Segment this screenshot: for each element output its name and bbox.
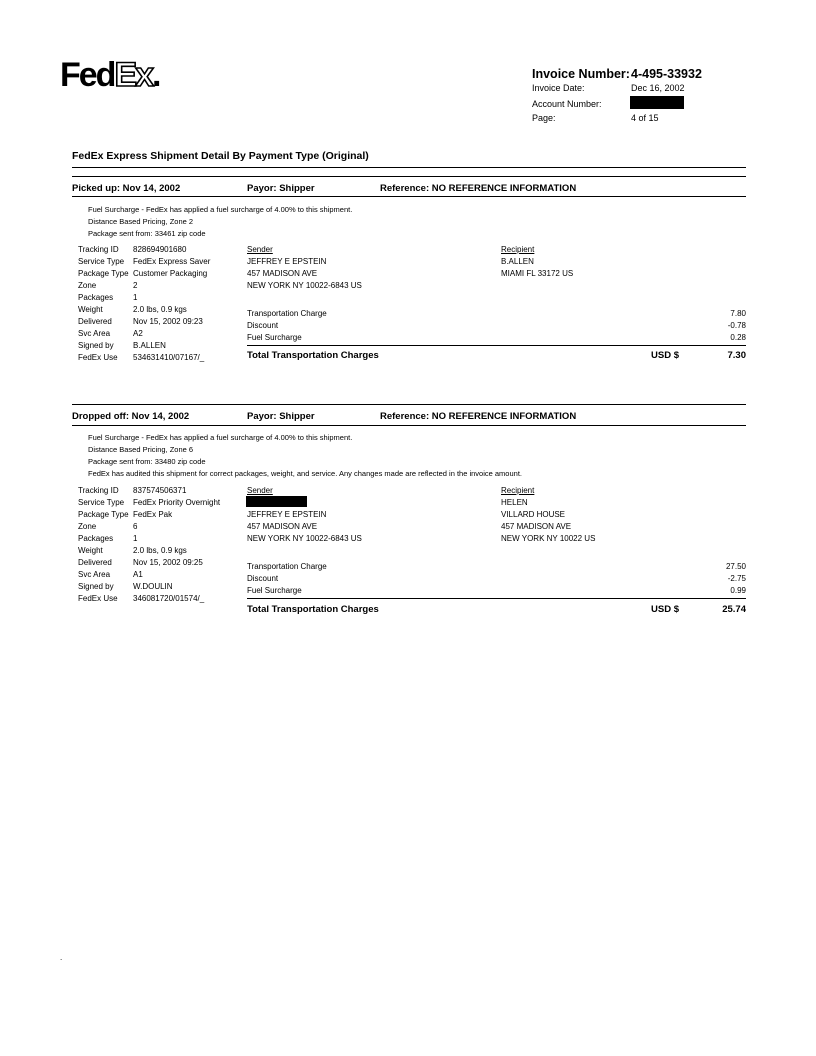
shipment-2-date: Dropped off: Nov 14, 2002 xyxy=(72,411,190,422)
detail-label: Svc Area xyxy=(78,329,111,338)
invoice-date-value: Dec 16, 2002 xyxy=(631,83,685,93)
logo-ex-text: Ex xyxy=(114,56,153,94)
section-title: FedEx Express Shipment Detail By Payment Type (Original) xyxy=(72,150,369,162)
charge-amount: -2.75 xyxy=(727,574,746,583)
detail-label: FedEx Use xyxy=(78,353,118,362)
signed-by: B.ALLEN xyxy=(133,341,166,350)
shipment-1-payor: Payor: Shipper xyxy=(247,183,315,194)
charge-label: Transportation Charge xyxy=(247,562,327,571)
detail-label: Tracking ID xyxy=(78,486,119,495)
detail-label: Zone xyxy=(78,522,97,531)
sender-redaction xyxy=(246,496,307,507)
shipment-2-note: Package sent from: 33480 zip code xyxy=(88,457,206,466)
shipment-1-header-rule xyxy=(72,196,746,197)
shipment-1-note: Package sent from: 33461 zip code xyxy=(88,229,206,238)
shipment-1-note: Fuel Surcharge - FedEx has applied a fuel surcharge of 4.00% to this shipment. xyxy=(88,205,353,214)
fedex-use: 346081720/01574/_ xyxy=(133,594,205,603)
detail-label: Weight xyxy=(78,305,103,314)
account-number-label: Account Number: xyxy=(532,99,602,109)
recipient-line: MIAMI FL 33172 US xyxy=(501,269,574,278)
charge-label: Transportation Charge xyxy=(247,309,327,318)
currency-label: USD $ xyxy=(651,350,679,361)
shipment-2-top-rule xyxy=(72,404,746,405)
currency-label: USD $ xyxy=(651,604,679,615)
fedex-use: 534631410/07167/_ xyxy=(133,353,205,362)
recipient-line: HELEN xyxy=(501,498,528,507)
sender-line: NEW YORK NY 10022-6843 US xyxy=(247,534,362,543)
recipient-line: VILLARD HOUSE xyxy=(501,510,566,519)
recipient-heading: Recipient xyxy=(501,245,535,254)
total-label: Total Transportation Charges xyxy=(247,350,379,361)
delivered: Nov 15, 2002 09:23 xyxy=(133,317,203,326)
service-type: FedEx Express Saver xyxy=(133,257,211,266)
charges-rule xyxy=(247,598,746,599)
page-value: 4 of 15 xyxy=(631,113,659,123)
charge-amount: 0.99 xyxy=(730,586,746,595)
recipient-line: 457 MADISON AVE xyxy=(501,522,572,531)
footer-mark: . xyxy=(60,953,63,962)
detail-label: Service Type xyxy=(78,257,125,266)
package-type: FedEx Pak xyxy=(133,510,173,519)
tracking-id: 828694901680 xyxy=(133,245,187,254)
account-number-redaction xyxy=(630,96,684,109)
detail-label: Packages xyxy=(78,534,114,543)
sender-line: NEW YORK NY 10022-6843 US xyxy=(247,281,362,290)
invoice-date-label: Invoice Date: xyxy=(532,83,585,93)
packages: 1 xyxy=(133,293,138,302)
invoice-number-label: Invoice Number: xyxy=(532,67,630,81)
packages: 1 xyxy=(133,534,138,543)
detail-label: Signed by xyxy=(78,341,114,350)
tracking-id: 837574506371 xyxy=(133,486,187,495)
logo-fed-text: Fed xyxy=(60,56,115,94)
charges-rule xyxy=(247,345,746,346)
charge-label: Fuel Surcharge xyxy=(247,333,302,342)
service-type: FedEx Priority Overnight xyxy=(133,498,221,507)
shipment-2-note: Fuel Surcharge - FedEx has applied a fuel surcharge of 4.00% to this shipment. xyxy=(88,433,353,442)
charge-label: Discount xyxy=(247,321,279,330)
shipment-2-header-rule xyxy=(72,425,746,426)
total-label: Total Transportation Charges xyxy=(247,604,379,615)
shipment-2-note: FedEx has audited this shipment for correct packages, weight, and service. Any changes made are reflected in the invoice amount. xyxy=(88,469,522,478)
sender-line: 457 MADISON AVE xyxy=(247,269,318,278)
detail-label: Signed by xyxy=(78,582,114,591)
delivered: Nov 15, 2002 09:25 xyxy=(133,558,203,567)
shipment-2-payor: Payor: Shipper xyxy=(247,411,315,422)
detail-label: Service Type xyxy=(78,498,125,507)
shipment-1-top-rule xyxy=(72,176,746,177)
invoice-number-value: 4-495-33932 xyxy=(631,67,702,81)
detail-label: Package Type xyxy=(78,510,129,519)
detail-label: FedEx Use xyxy=(78,594,118,603)
total-amount: 25.74 xyxy=(722,604,746,615)
logo-dot: . xyxy=(152,56,160,94)
charge-label: Discount xyxy=(247,574,279,583)
weight: 2.0 lbs, 0.9 kgs xyxy=(133,305,187,314)
total-amount: 7.30 xyxy=(727,350,746,361)
fedex-logo xyxy=(60,58,160,92)
sender-heading: Sender xyxy=(247,245,273,254)
package-type: Customer Packaging xyxy=(133,269,208,278)
svc-area: A1 xyxy=(133,570,143,579)
detail-label: Zone xyxy=(78,281,97,290)
detail-label: Package Type xyxy=(78,269,129,278)
zone: 6 xyxy=(133,522,138,531)
charge-amount: 0.28 xyxy=(730,333,746,342)
detail-label: Svc Area xyxy=(78,570,111,579)
sender-line: JEFFREY E EPSTEIN xyxy=(247,510,327,519)
svc-area: A2 xyxy=(133,329,143,338)
detail-label: Delivered xyxy=(78,558,112,567)
charge-amount: 7.80 xyxy=(730,309,746,318)
section-divider xyxy=(72,167,746,168)
detail-label: Packages xyxy=(78,293,114,302)
shipment-2-reference: Reference: NO REFERENCE INFORMATION xyxy=(380,411,577,422)
charge-label: Fuel Surcharge xyxy=(247,586,302,595)
signed-by: W.DOULIN xyxy=(133,582,173,591)
recipient-line: B.ALLEN xyxy=(501,257,534,266)
sender-heading: Sender xyxy=(247,486,273,495)
detail-label: Tracking ID xyxy=(78,245,119,254)
charge-amount: 27.50 xyxy=(725,562,746,571)
recipient-heading: Recipient xyxy=(501,486,535,495)
zone: 2 xyxy=(133,281,138,290)
shipment-1-date: Picked up: Nov 14, 2002 xyxy=(72,183,181,194)
weight: 2.0 lbs, 0.9 kgs xyxy=(133,546,187,555)
charge-amount: -0.78 xyxy=(727,321,746,330)
shipment-2-note: Distance Based Pricing, Zone 6 xyxy=(88,445,194,454)
page-label: Page: xyxy=(532,113,556,123)
recipient-line: NEW YORK NY 10022 US xyxy=(501,534,596,543)
detail-label: Weight xyxy=(78,546,103,555)
sender-line: 457 MADISON AVE xyxy=(247,522,318,531)
detail-label: Delivered xyxy=(78,317,112,326)
sender-line: JEFFREY E EPSTEIN xyxy=(247,257,327,266)
shipment-1-reference: Reference: NO REFERENCE INFORMATION xyxy=(380,183,577,194)
shipment-1-note: Distance Based Pricing, Zone 2 xyxy=(88,217,194,226)
